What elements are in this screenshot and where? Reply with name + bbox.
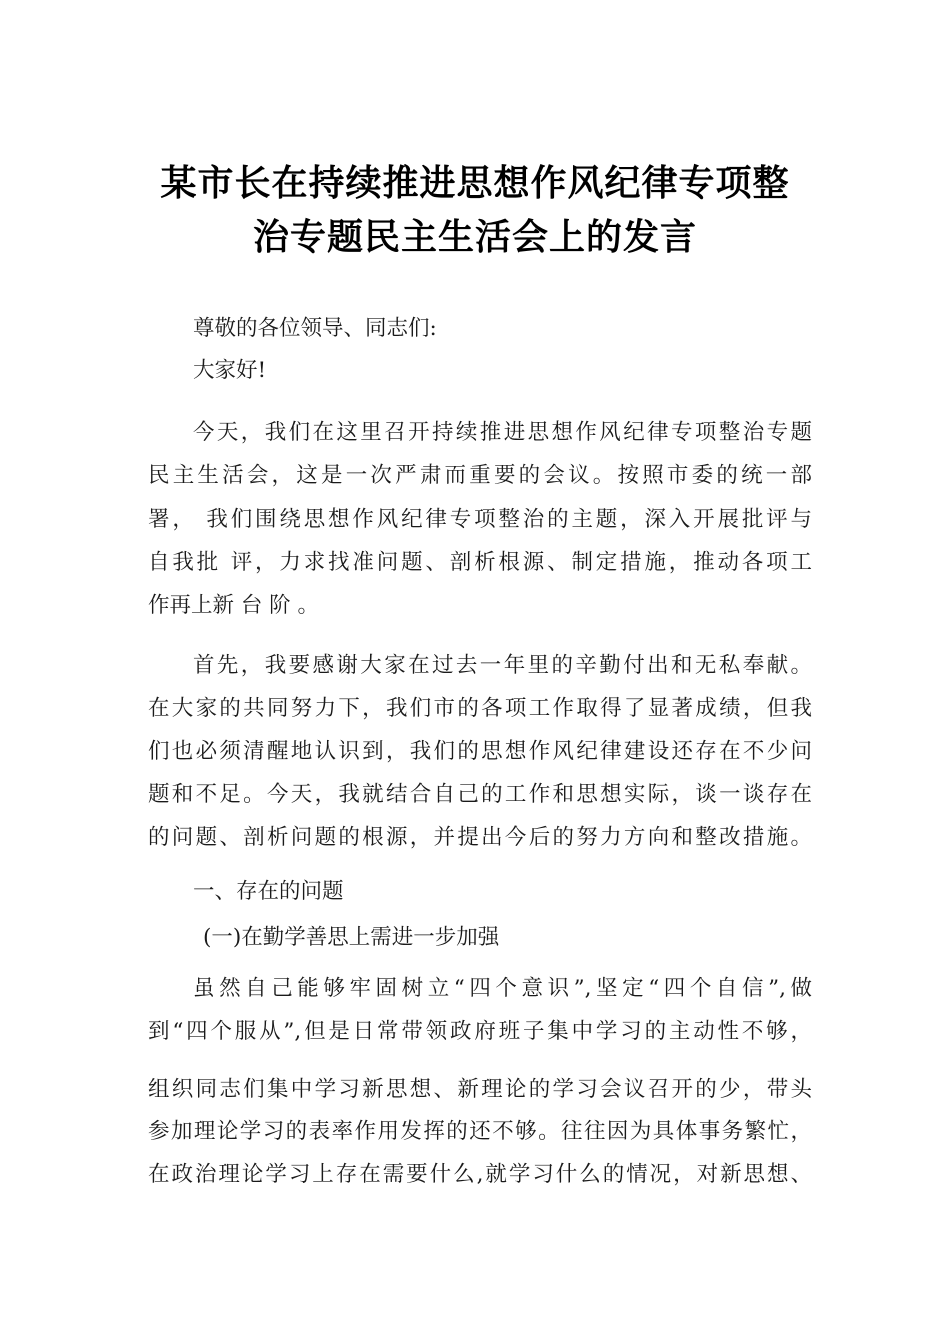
paragraph-2-line-1: 首先，我要感谢大家在过去一年里的辛勤付出和无私奉献。	[193, 653, 812, 678]
paragraph-1-line-4: 自我批 评，力求找准问题、剖析根源、制定措施，推动各项工	[148, 550, 812, 575]
paragraph-1-line-1: 今天，我们在这里召开持续推进思想作风纪律专项整治专题	[193, 420, 812, 445]
paragraph-3-line-2: 到“四个服从”,但是日常带领政府班子集中学习的主动性不够，	[148, 1019, 812, 1044]
document-title-line-2: 治专题民主生活会上的发言	[252, 217, 697, 258]
paragraph-2-line-3: 们也必须清醒地认识到，我们的思想作风纪律建设还存在不少问	[148, 739, 812, 764]
paragraph-2-line-4: 题和不足。今天，我就结合自己的工作和思想实际，谈一谈存在	[148, 782, 812, 807]
paragraph-1-line-3: 署， 我们围绕思想作风纪律专项整治的主题，深入开展批评与	[148, 507, 812, 532]
paragraph-2-line-2: 在大家的共同努力下，我们市的各项工作取得了显著成绩，但我	[148, 696, 812, 721]
paragraph-1-line-2: 民主生活会，这是一次严肃而重要的会议。按照市委的统一部	[148, 463, 812, 488]
subsection-heading-1: (一)在勤学善思上需进一步加强	[203, 925, 500, 950]
paragraph-1-line-5: 作再上新 台 阶 。	[148, 593, 320, 618]
paragraph-3-line-4: 参加理论学习的表率作用发挥的还不够。往往因为具体事务繁忙，	[148, 1119, 812, 1144]
paragraph-3-line-5: 在政治理论学习上存在需要什么,就学习什么的情况，对新思想、	[148, 1162, 812, 1187]
greeting: 大家好!	[193, 358, 267, 383]
paragraph-3-line-3: 组织同志们集中学习新思想、新理论的学习会议召开的少，带头	[148, 1077, 812, 1102]
paragraph-2-line-5: 的问题、剖析问题的根源，并提出今后的努力方向和整改措施。	[148, 825, 812, 850]
salutation: 尊敬的各位领导、同志们:	[193, 316, 437, 341]
section-heading-1: 一、存在的问题	[193, 879, 344, 904]
document-title-line-1: 某市长在持续推进思想作风纪律专项整	[160, 163, 790, 204]
paragraph-3-line-1: 虽然自己能够牢固树立“四个意识”,坚定“四个自信”,做	[193, 976, 812, 1001]
